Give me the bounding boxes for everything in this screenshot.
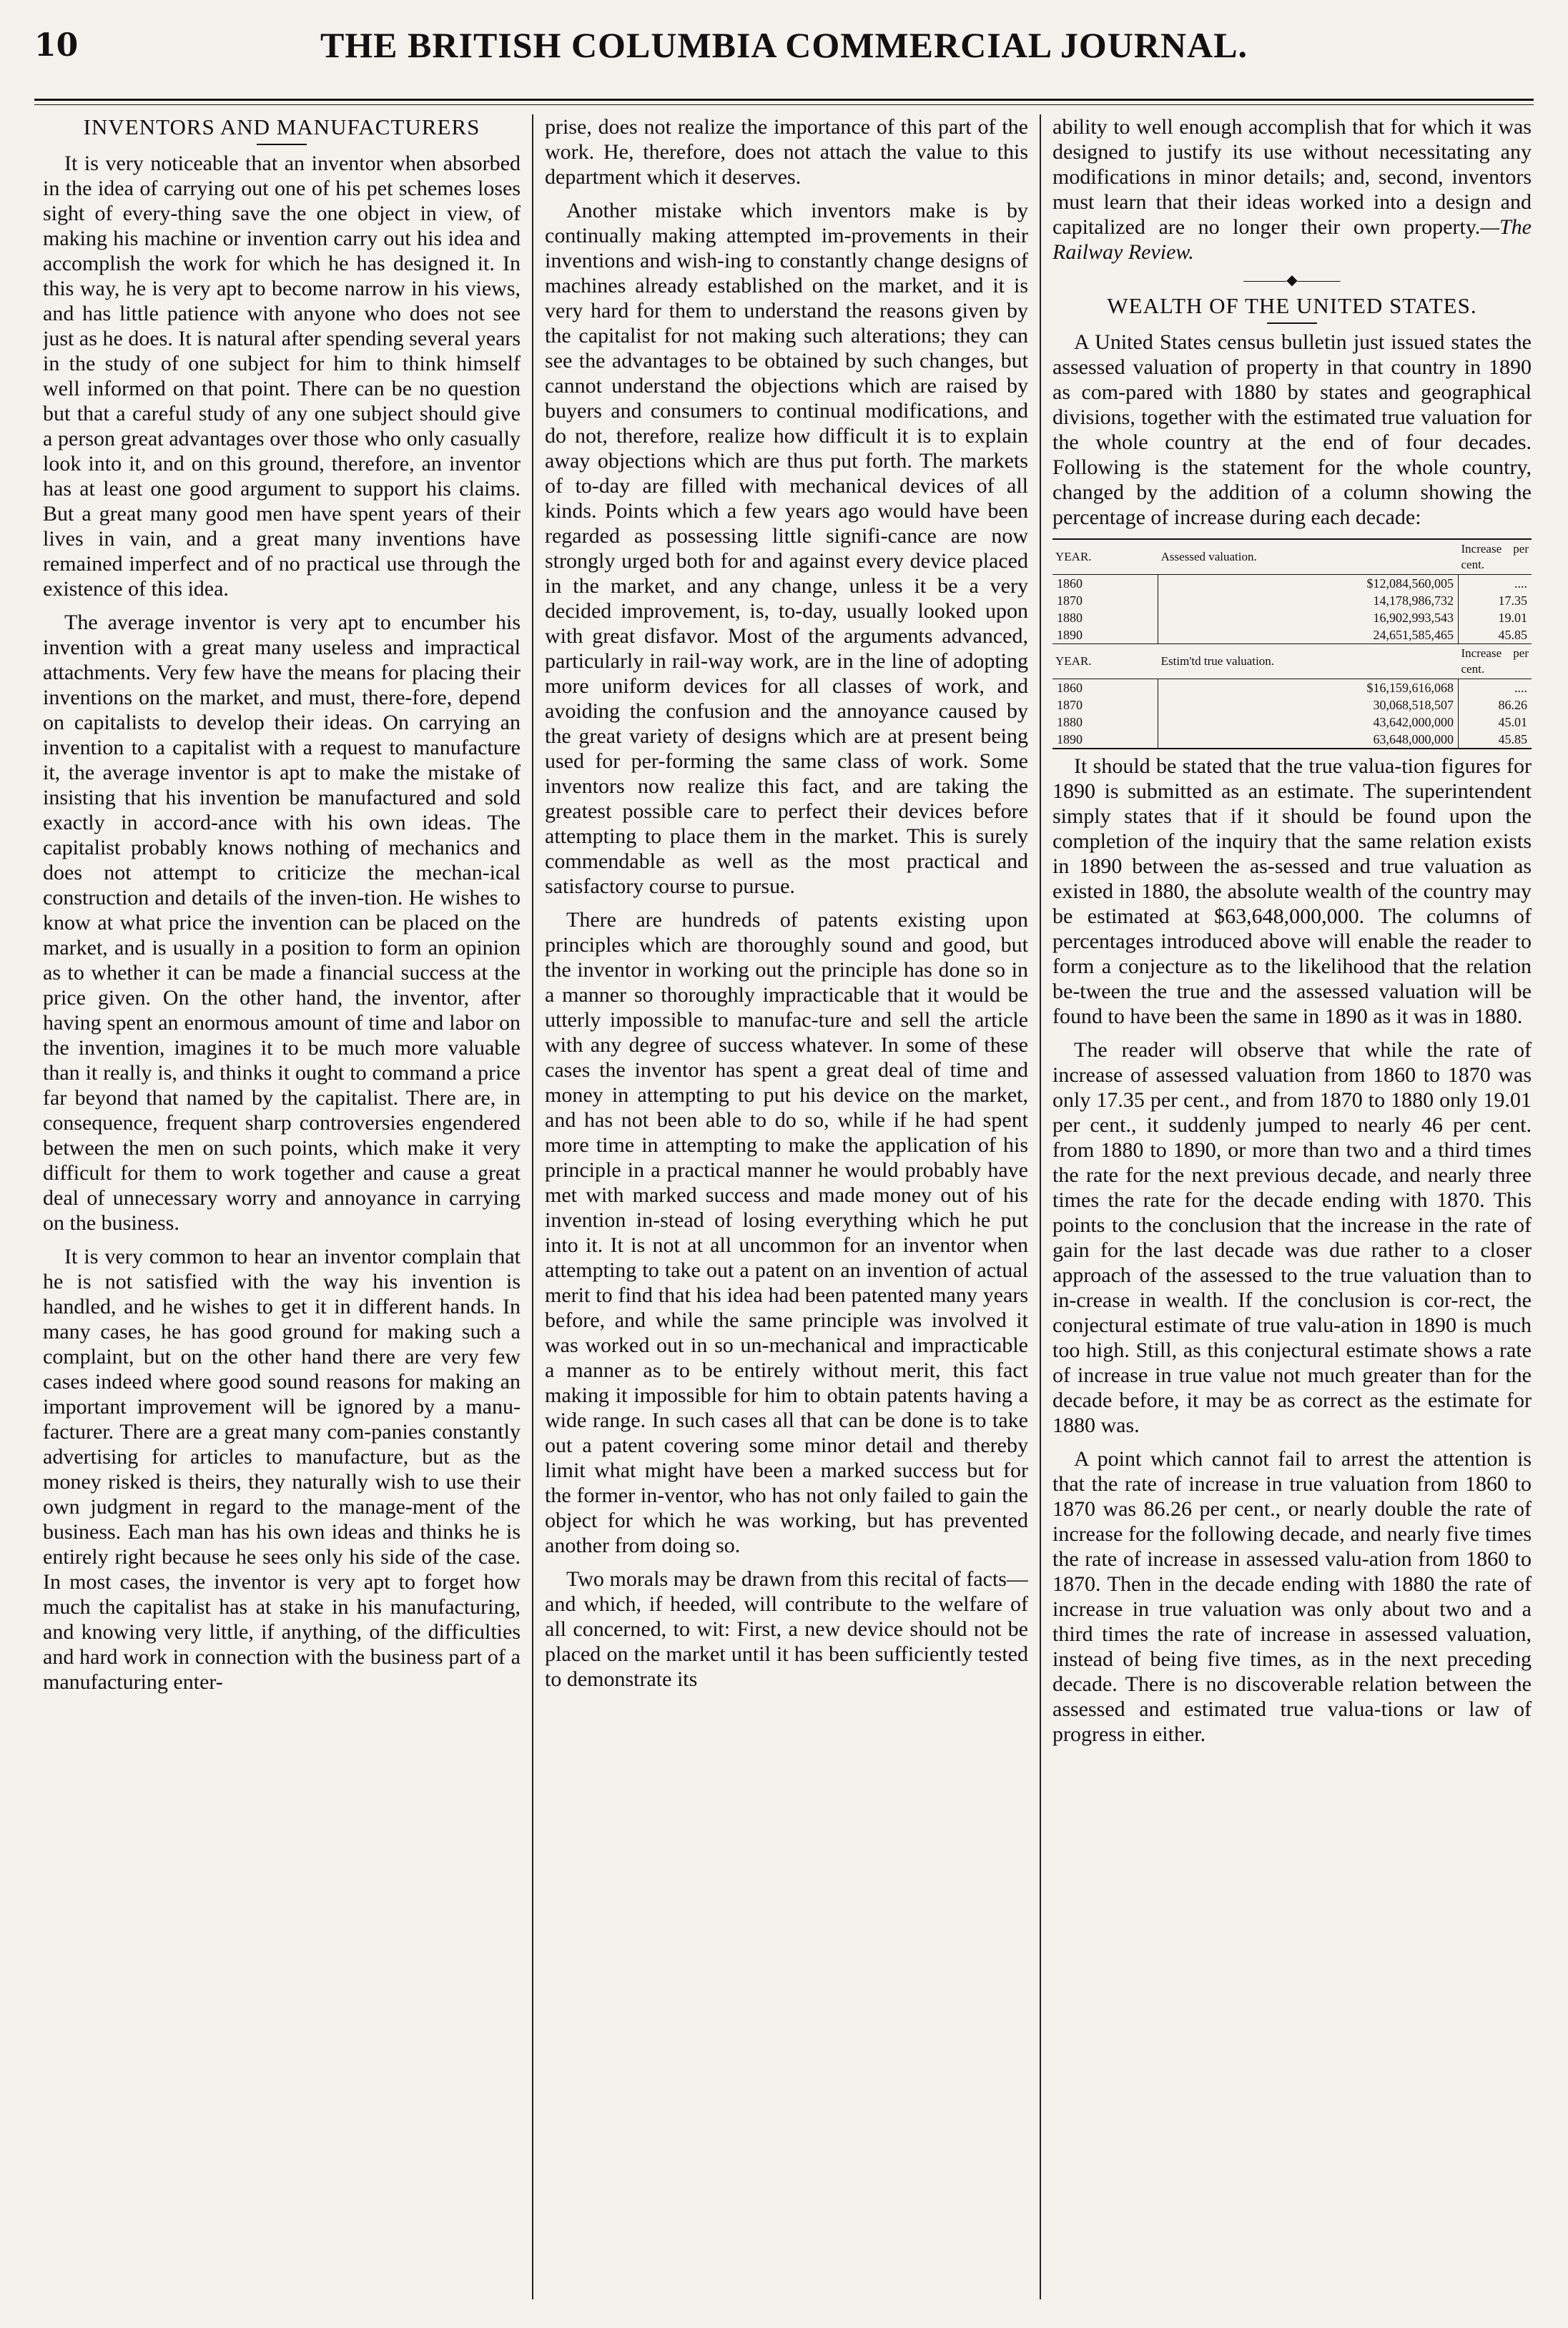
table-cell: .... <box>1459 679 1532 697</box>
table-cell: 63,648,000,000 <box>1158 731 1459 749</box>
article-source: —The Railway Review. <box>1052 215 1532 264</box>
article-title-wealth: WEALTH OF THE UNITED STATES. <box>1107 293 1477 318</box>
column-3 <box>1052 114 1532 2299</box>
table-cell: 45.85 <box>1459 731 1532 749</box>
table-cell: .... <box>1459 575 1532 593</box>
table-header: YEAR. <box>1052 539 1158 575</box>
table-row <box>1052 575 1532 593</box>
table-cell: 16,902,993,543 <box>1158 609 1459 626</box>
table-cell: 1890 <box>1057 628 1083 642</box>
table-cell: 1880 <box>1057 715 1083 729</box>
table-header: YEAR. <box>1052 644 1158 679</box>
table-cell: 14,178,986,732 <box>1158 592 1459 609</box>
valuation-table <box>1052 538 1532 749</box>
title-rule <box>257 144 307 145</box>
article-paragraph: prise, does not realize the importance of this part of the work. He, therefore, does not attach the value to this department which it deserves. <box>545 115 1028 189</box>
table-cell: 1880 <box>1057 611 1083 625</box>
column-1 <box>43 114 521 2299</box>
article-paragraph: A point which cannot fail to arrest the attention is that the rate of increase in true valuation from 1860 to 1870 was 86.26 per cent., or nearly double the rate of increase for the following decade, and nearly five times the rate of increase in assessed valu-ation from 1860 to 1870. Then in the decade ending with 1880 the rate of increase in true valuation was only about two and a third times the rate of increase in assessed valuation, instead of being five times, as in the next preceding decade. There is no discoverable relation between the assessed and estimated true valua-tions or law of progress in either. <box>1052 1447 1532 1746</box>
article-paragraph: Another mistake which inventors make is by continually making attempted im-provements in their inventions and wish-ing to constantly change designs of machines already established on the market, and it is very hard for them to understand the reasons given by the capitalist for not making such alterations; they can see the advantages to be obtained by such changes, but cannot understand the objections which are raised by buyers and consumers to continual modifications, and do not, therefore, realize how difficult it is to explain away objections which are thus put forth. The markets of to-day are filled with mechanical devices of all kinds. Points which a few years ago would have been regarded as possessing little signifi-cance are now strongly urged both for and against every device placed in the market, and any change, unless it be a very decided improvement, is, to-day, usually looked upon with great disfavor. Most of the arguments advanced, particularly in rail-way work, are in the line of adopting more uniform devices for all classes of work, and avoiding the confusion and the annoyance caused by the great variety of designs which are at present being used for per-forming the same class of work. Some inventors now realize this fact, and are taking the greatest possible care to perfect their devices before attempting to place them in the market. This is surely commendable as well as the most practical and satisfactory course to pursue. <box>545 199 1028 898</box>
table-cell: 45.85 <box>1459 626 1532 644</box>
table-cell: $16,159,616,068 <box>1158 679 1459 697</box>
table-cell: 1860 <box>1057 576 1083 591</box>
table-row <box>1052 609 1532 626</box>
table-cell: 45.01 <box>1459 714 1532 731</box>
table-row <box>1052 714 1532 731</box>
table-subheader-row <box>1052 644 1532 679</box>
table-cell: 1870 <box>1057 593 1083 608</box>
column-rule-1 <box>532 114 533 2299</box>
table-header: Assessed valuation. <box>1158 539 1459 575</box>
table-cell: 1860 <box>1057 681 1083 695</box>
article-paragraph <box>1052 114 1532 265</box>
article-paragraph: The reader will observe that while the rate of increase of assessed valuation from 1860 to 1870 was only 17.35 per cent., and from 1870 to 1880 only 19.01 per cent., it suddenly jumped to nearly 46 per cent. from 1880 to 1890, or more than two and a third times the rate for the next previous decade, and nearly three times the rate for the decade ending with 1870. This points to the conclusion that the increase in the rate of gain for the last decade was due rather to a closer approach of the assessed to the true valuation than to in-crease in wealth. If the conclusion is cor-rect, the conjectural estimate of true valu-ation in 1890 is much too high. Still, as this conjectural estimate shows a rate of increase in true value not much greater than for the decade before, it may be as correct as the estimate for 1880 was. <box>1052 1038 1532 1437</box>
article-paragraph: Two morals may be drawn from this recital of facts—and which, if heeded, will contribute to the welfare of all concerned, to wit: First, a new device should not be placed on the market until it has been sufficiently tested to demonstrate its <box>545 1567 1028 1691</box>
table-cell: 43,642,000,000 <box>1158 714 1459 731</box>
table-header: Increase per cent. <box>1459 539 1532 575</box>
article-paragraph-text: ability to well enough accomplish that for which it was designed to justify its use without necessitating any modifications in minor details; and, second, inventors must learn that their ideas worked into a design and capitalized are no longer their own property. <box>1052 115 1532 239</box>
title-rule <box>1267 322 1317 324</box>
article-paragraph: A United States census bulletin just issued states the assessed valuation of property in that country in 1890 as com-pared with 1880 by states and geographical divisions, together with the estimated true valuation for the whole country at the end of four decades. Following is the statement for the whole country, changed by the addition of a column showing the percentage of increase during each decade: <box>1052 330 1532 529</box>
table-row <box>1052 696 1532 714</box>
section-divider-ornament: ———◆——— <box>1243 272 1341 288</box>
table-cell: 19.01 <box>1459 609 1532 626</box>
table-cell: 86.26 <box>1459 696 1532 714</box>
table-row <box>1052 679 1532 697</box>
column-rule-2 <box>1040 114 1041 2299</box>
table-row <box>1052 731 1532 749</box>
table-cell: 17.35 <box>1459 592 1532 609</box>
table-row <box>1052 626 1532 644</box>
header-rule <box>34 99 1534 105</box>
table-cell: 1890 <box>1057 732 1083 746</box>
article-paragraph: It is very noticeable that an inventor when absorbed in the idea of carrying out one of his pet schemes loses sight of every-thing save the one object in view, of making his machine or invention carry out his idea and accomplish the work for which he has designed it. In this way, he is very apt to become narrow in his views, and has little patience with anyone who does not see just as he does. It is natural after spending several years in the study of one subject for him to think himself well informed on that point. There can be no question but that a careful study of any one subject should give a person great advantages over those who only casually look into it, and on this ground, therefore, an inventor has at least one good argument to support his claims. But a great many good men have spent years of their lives in vain, and a great many inventions have remained imperfect and of no practical use through the existence of this idea. <box>43 152 521 601</box>
table-header: Estim'td true valuation. <box>1158 644 1459 679</box>
article-paragraph: The average inventor is very apt to encumber his invention with a great many useless and impractical attachments. Very few have the means for placing their inventions on the market, and must, there-fore, depend on capitalists to develop their ideas. On carrying an invention to a capitalist with a request to manufacture it, the average inventor is apt to make the mistake of insisting that his invention be manufactured and sold exactly in accord-ance with his own ideas. The capitalist probably knows nothing of mechanics and does not attempt to criticize the mechan-ical construction and details of the inven-tion. He wishes to know at what price the invention can be placed on the market, and is usually in a position to form an opinion as to whether it can be made a financial success at the price given. On the other hand, the inventor, after having spent an enormous amount of time and labor on the invention, imagines it to be much more valuable than it really is, and thinks it ought to command a price far beyond that named by the capitalist. There are, in consequence, frequent sharp controversies engendered between the men on such points, which make it very difficult for them to work together and cause a great deal of unnecessary worry and annoyance in carrying on the business. <box>43 611 521 1235</box>
table-cell: 24,651,585,465 <box>1158 626 1459 644</box>
article-paragraph: There are hundreds of patents existing upon principles which are thoroughly sound and good, but the inventor in working out the principle has done so in a manner so thoroughly impracticable that it would be utterly impossible to manufac-ture and sell the article with any degree of success whatever. In some of these cases the inventor has spent a great deal of time and money in attempting to put his device on the market, and has not been able to do so, while if he had spent more time in attempting to make the application of his principle in a practical manner he would probably have met with marked success and made money out of his invention in-stead of losing everything which he put into it. It is not at all uncommon for an inventor when attempting to take out a patent on an invention of actual merit to find that his idea had been patented many years before, and while the same principle was involved it was worked out in so un-mechanical and impracticable a manner as to be entirely without merit, this fact making it impossible for him to obtain patents having a wide range. In such cases all that can be done is to take out a patent covering some minor detail and thereby limit what might have been a marked success but for the former in-ventor, who has not only failed to gain the object for which he was working, but has prevented another from doing so. <box>545 908 1028 1557</box>
table-cell: 30,068,518,507 <box>1158 696 1459 714</box>
article-paragraph: It is very common to hear an inventor complain that he is not satisfied with the way his invention is handled, and he wishes to get it in different hands. In many cases, he has good ground for making such a complaint, but on the other hand there are very few cases indeed where good sound reasons for making an important improvement will be ignored by a manu-facturer. There are a great many com-panies constantly advertising for articles to manufacture, but as the money risked is theirs, they naturally wish to use their own judgment in regard to the manage-ment of the business. Each man has his own ideas and thinks he is entirely right because he sees only his side of the case. In most cases, the inventor is very apt to forget how much the capitalist has at stake in his manufacturing, and knowing very little, if anything, of the difficulties and hard work in connection with the business part of a manufacturing enter- <box>43 1245 521 1694</box>
page-number: 10 <box>34 27 79 64</box>
table-cell: $12,084,560,005 <box>1158 575 1459 593</box>
article-title-inventors: INVENTORS AND MANUFACTURERS <box>83 114 480 139</box>
article-paragraph: It should be stated that the true valua-tion figures for 1890 is submitted as an estimate. The superintendent simply states that if it should be found upon the completion of the inquiry that the same relation exists in 1890 between the as-sessed and true valuation as existed in 1880, the absolute wealth of the country may be estimated at $63,648,000,000. The columns of percentages introduced above will enable the reader to form a conjecture as to the likelihood that the relation be-tween the true and the assessed valuation will be found to have been the same in 1890 as it was in 1880. <box>1052 754 1532 1028</box>
table-header: Increase per cent. <box>1459 644 1532 679</box>
journal-title: THE BRITISH COLUMBIA COMMERCIAL JOURNAL. <box>320 25 1248 65</box>
table-cell: 1870 <box>1057 698 1083 712</box>
table-row <box>1052 592 1532 609</box>
column-2 <box>545 114 1028 2299</box>
